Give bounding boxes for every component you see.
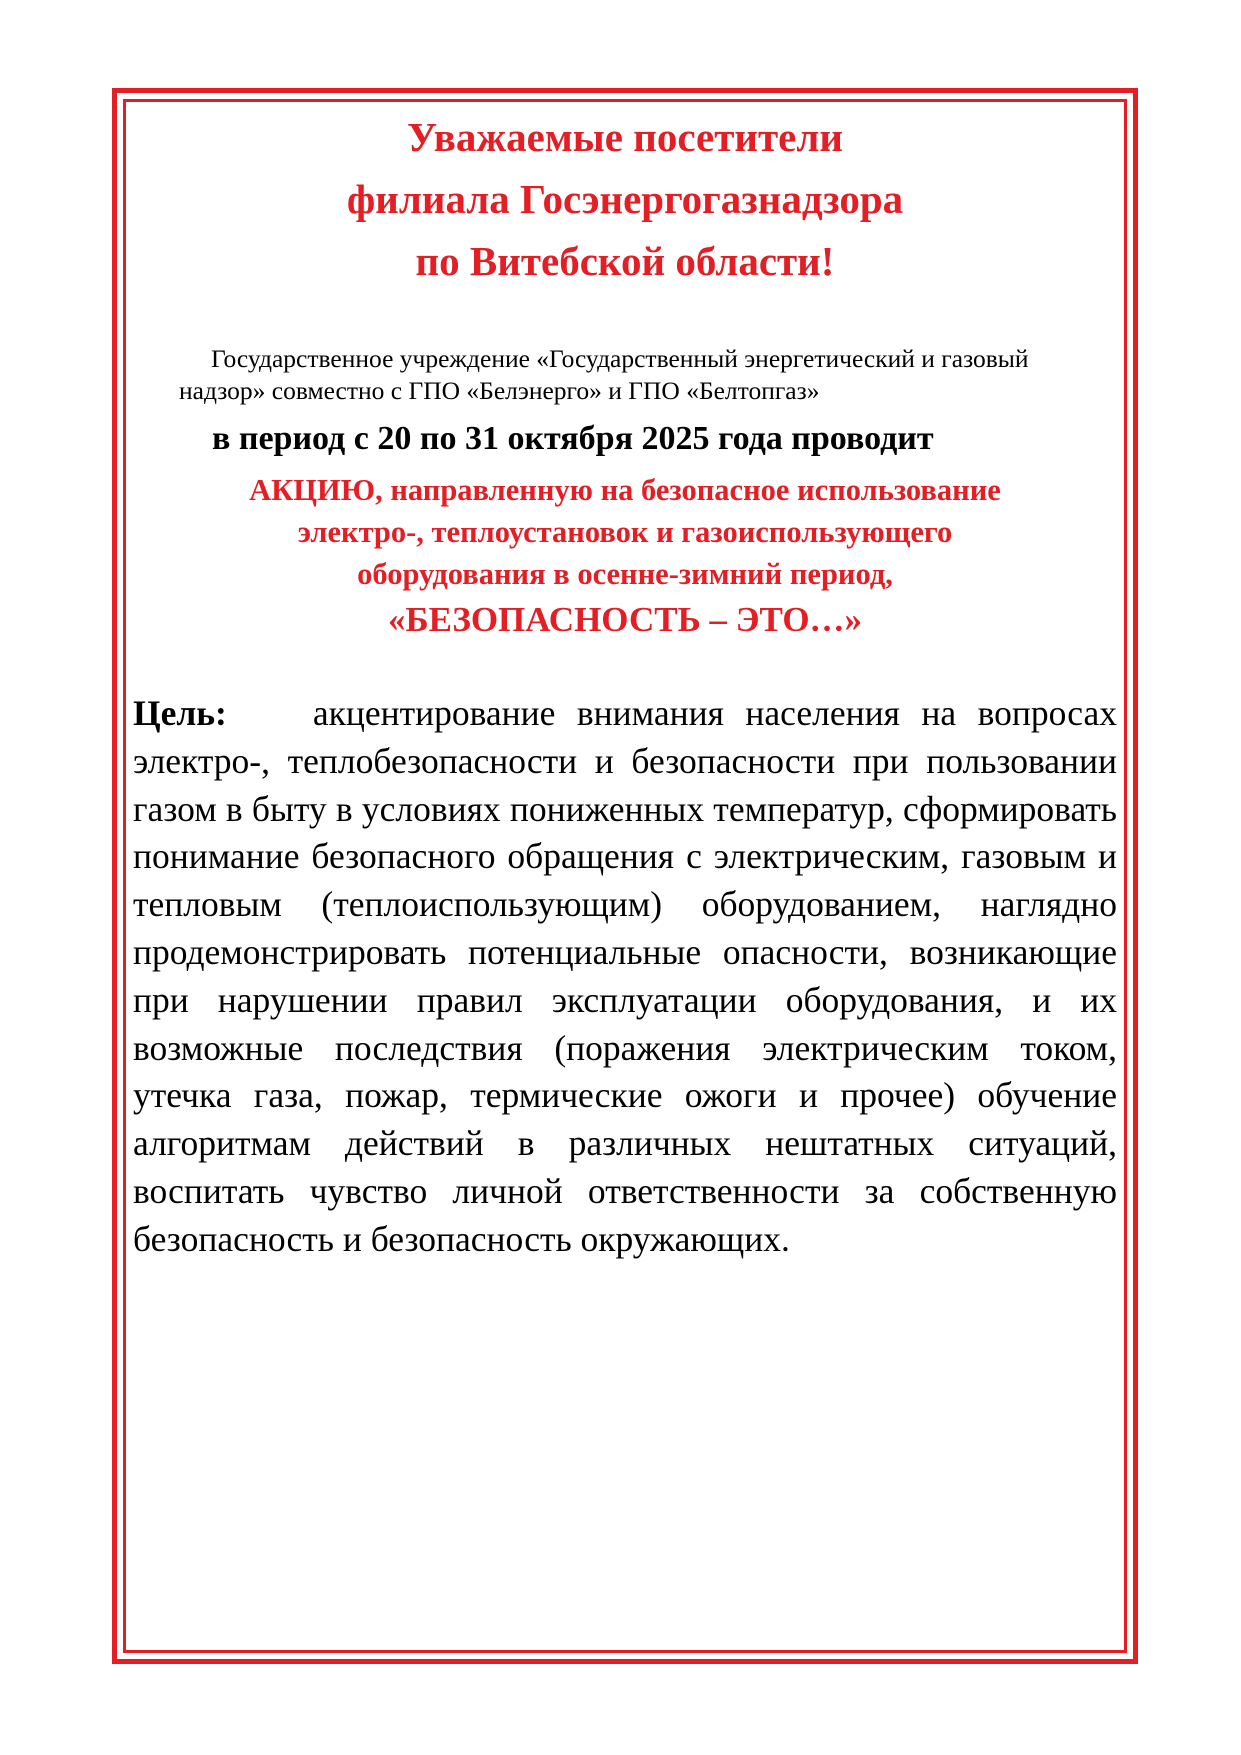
action-line-1: АКЦИЮ, направленную на безопасное использование (249, 473, 1001, 507)
organizations-paragraph: Государственное учреждение «Государственный энергетический и газовый надзор» совместно с ГПО «Белэнерго» и ГПО «Белтопгаз» (179, 344, 1029, 405)
goal-label: Цель: (133, 693, 227, 733)
announcement-content (133, 106, 1117, 1264)
action-period: в период с 20 по 31 октября 2025 года проводит (212, 420, 934, 457)
action-description (133, 469, 1117, 595)
heading-line-2: филиала Госэнергогазнадзора (346, 176, 904, 222)
action-line-2: электро-, теплоустановок и газоиспользующего (297, 515, 953, 549)
action-line-3: оборудования в осенне-зимний период, (357, 557, 893, 591)
goal-paragraph (133, 690, 1117, 1264)
heading-line-3: по Витебской области! (415, 238, 835, 284)
heading-line-1: Уважаемые посетители (407, 114, 843, 160)
announcement-heading (133, 106, 1117, 292)
action-slogan: «БЕЗОПАСНОСТЬ – ЭТО…» (387, 600, 863, 639)
goal-text: акцентирование внимания населения на вопросах электро-, теплобезопасности и безопасности при пользовании газом в быту в условиях пониженных температур, сформировать понимание безопасного обращения с электрическим, газовым и тепловым (теплоиспользующим) оборудованием, наглядно продемонстрировать потенциальные опасности, возникающие при нарушении правил эксплуатации оборудования, и их возможные последствия (поражения электрическим током, утечка газа, пожар, термические ожоги и прочее) обучение алгоритмам действий в различных нештатных ситуаций, воспитать чувство личной ответственности за собственную безопасность и безопасность окружающих. (133, 693, 1117, 1259)
